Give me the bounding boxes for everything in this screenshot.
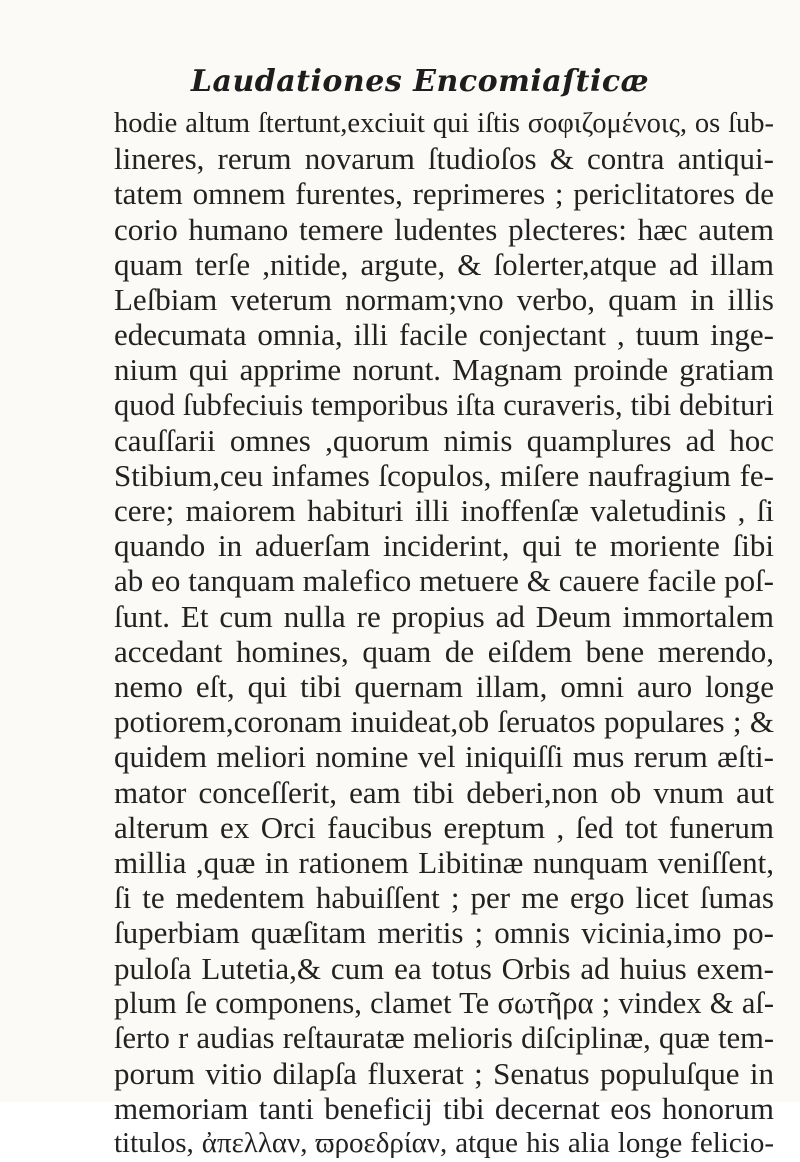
text-line: corio humano temere ludentes plecteres: hæc autem [114, 211, 774, 247]
text-line: ſerto r audias reſtauratæ melioris diſciplinæ, quæ tem- [114, 1020, 774, 1055]
text-line: quod ſubfeciuis temporibus iſta curaveris, tibi debituri [114, 387, 774, 422]
text-line: porum vitio dilapſa fluxerat ; Senatus populuſque in [114, 1056, 774, 1092]
text-line: cere; maiorem habituri illi inoffenſæ valetudinis , ſi [114, 493, 774, 529]
text-line: hodie altum ſtertunt,exciuit qui iſtis σοφιζομένοις, os ſub- [114, 108, 774, 139]
body-text [114, 106, 774, 1162]
text-line: ſi te medentem habuiſſent ; per me ergo licet ſumas [114, 880, 774, 916]
text-line: potiorem,coronam inuideat,ob ſeruatos populares ; & [114, 704, 774, 740]
text-line: alterum ex Orci faucibus ereptum , ſed tot funerum [114, 809, 774, 845]
text-line: nium qui apprime norunt. Magnam proinde gratiam [114, 352, 774, 388]
text-line: puloſa Lutetia,& cum ea totus Orbis ad huius exem- [114, 950, 774, 986]
running-head: Laudationes Encomiaſticæ [190, 64, 650, 99]
text-line: ſunt. Et cum nulla re propius ad Deum immortalem [114, 598, 774, 634]
text-line: millia ,quæ in rationem Libitinæ nunquam veniſſent, [114, 844, 774, 880]
text-line: plum ſe componens, clamet Te σωτῆρα ; vindex & aſ- [114, 985, 774, 1020]
text-line: Leſbiam veterum normam;vno verbo, quam in illis [114, 281, 774, 317]
text-line: tatem omnem furentes, reprimeres ; periclitatores de [114, 176, 774, 212]
text-line: ſuperbiam quæſitam meritis ; omnis vicinia,imo po- [114, 915, 774, 951]
text-line: quando in aduerſam inciderint, qui te moriente ſibi [114, 528, 774, 564]
text-line: accedant homines, quam de eiſdem bene merendo, [114, 633, 774, 669]
text-line: titulos, ἀπελλαν, ϖροεδρίαν, atque his alia longe felicio- [114, 1127, 774, 1160]
text-line: ab eo tanquam malefico metuere & cauere facile poſ- [114, 563, 774, 599]
text-line: lineres, rerum novarum ſtudioſos & contra antiqui- [114, 141, 774, 177]
text-line: Stibium,ceu infames ſcopulos, miſere naufragium fe- [114, 457, 774, 493]
text-line: edecumata omnia, illi facile conjectant , tuum inge- [114, 317, 774, 353]
text-line: memoriam tanti beneficij tibi decernat eos honorum [114, 1091, 774, 1127]
text-line: nemo eſt, qui tibi quernam illam, omni auro longe [114, 669, 774, 704]
text-line: cauſſarii omnes ,quorum nimis quamplures ad hoc [114, 422, 774, 458]
text-line: quam terſe ,nitide, argute, & ſolerter,atque ad illam [114, 246, 774, 282]
text-line: mator conceſſerit, eam tibi deberi,non ob vnum aut [114, 774, 774, 810]
text-line: quidem meliori nomine vel iniquiſſi mus rerum æſti- [114, 739, 774, 775]
